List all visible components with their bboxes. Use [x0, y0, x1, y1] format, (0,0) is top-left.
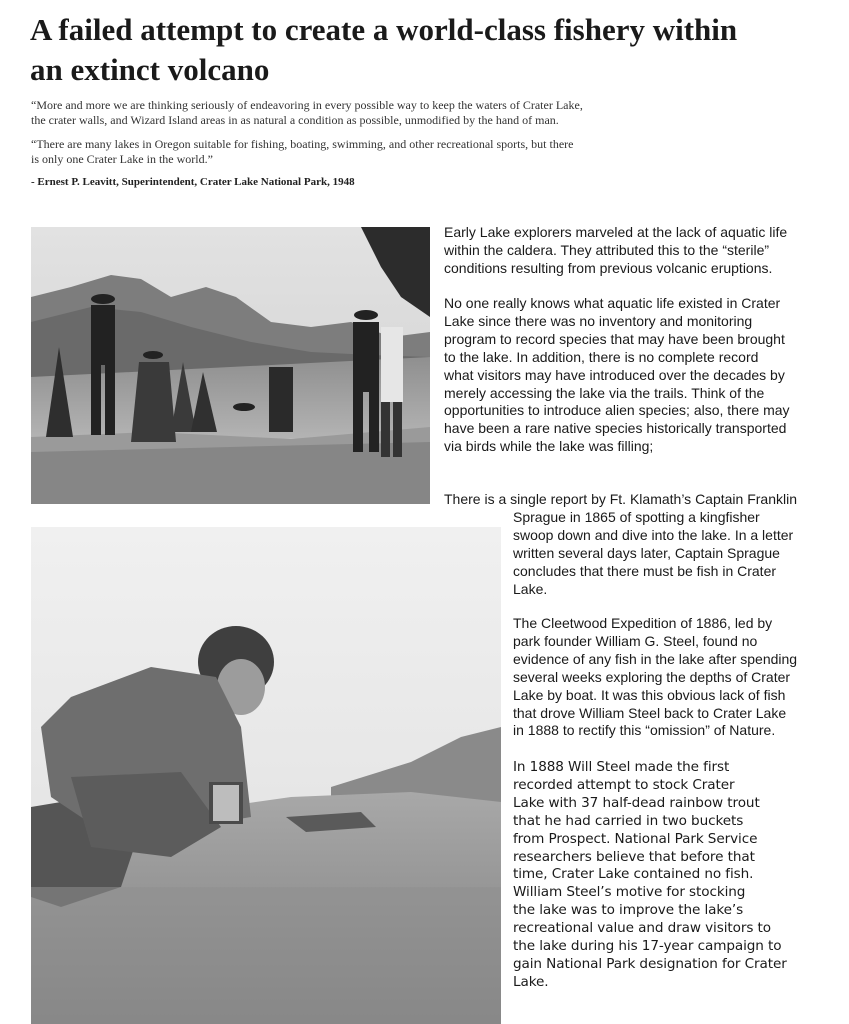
- paragraph-captain-sprague: [444, 491, 797, 598]
- text-line: Lake since there was no inventory and monitoring: [444, 312, 753, 329]
- text-line: several weeks exploring the depths of Crater: [513, 668, 791, 685]
- text-line: Lake.: [513, 580, 548, 597]
- quote-line: the crater walls, and Wizard Island areas in as natural a condition as possible, unmodified by the hand of man.: [31, 112, 559, 127]
- text-line: written several days later, Captain Sprague: [513, 544, 780, 561]
- text-line: merely accessing the lake via the trails. Think of the: [444, 384, 765, 401]
- quote-attribution: - Ernest P. Leavitt, Superintendent, Crater Lake National Park, 1948: [31, 176, 355, 188]
- text-line: recreational value and draw visitors to: [513, 920, 771, 937]
- text-line: Early Lake explorers marveled at the lack of aquatic life: [444, 224, 788, 240]
- text-line: the lake was to improve the lake’s: [513, 902, 744, 919]
- quote-line: “More and more we are thinking seriously of endeavoring in every possible way to keep the waters of Crater Lake,: [31, 98, 583, 112]
- paragraph-early-explorers: [444, 224, 787, 278]
- text-line: time, Crater Lake contained no fish.: [513, 866, 754, 883]
- text-line: Sprague in 1865 of spotting a kingfisher: [513, 508, 760, 525]
- text-line: park founder William G. Steel, found no: [513, 632, 758, 649]
- text-line: that he had carried in two buckets: [513, 812, 744, 829]
- explorers-photo: [31, 227, 430, 504]
- text-line: No one really knows what aquatic life existed in Crater: [444, 295, 781, 311]
- text-line: Lake.: [513, 973, 549, 990]
- text-line: via birds while the lake was filling;: [444, 438, 654, 455]
- paragraph-1888-stocking: [513, 759, 787, 992]
- text-line: in 1888 to rectify this “omission” of Nature.: [513, 722, 776, 739]
- text-line: In 1888 Will Steel made the first: [513, 759, 730, 775]
- paragraph-aquatic-life: [444, 295, 790, 456]
- text-line: opportunities to introduce alien species; also, there may: [444, 402, 790, 419]
- text-line: swoop down and dive into the lake. In a letter: [513, 526, 794, 543]
- text-line: researchers believe that before that: [513, 848, 755, 865]
- text-line: from Prospect. National Park Service: [513, 830, 758, 847]
- text-line: program to record species that may have been brought: [444, 330, 785, 347]
- text-line: have been a rare native species historically transported: [444, 420, 787, 437]
- quote-line: “There are many lakes in Oregon suitable for fishing, boating, swimming, and other recreational sports, but there: [31, 137, 574, 151]
- text-line: the lake during his 17-year campaign to: [513, 938, 782, 955]
- quote-line: is only one Crater Lake in the world.”: [31, 151, 213, 166]
- text-line: conditions resulting from previous volcanic eruptions.: [444, 259, 773, 276]
- text-line: that drove William Steel back to Crater Lake: [513, 704, 787, 721]
- text-line: William Steel’s motive for stocking: [513, 884, 746, 901]
- text-line: concludes that there must be fish in Crater: [513, 562, 777, 579]
- text-line: gain National Park designation for Crater: [513, 955, 787, 972]
- text-line: to the lake. In addition, there is no complete record: [444, 348, 759, 365]
- text-line: Lake by boat. It was this obvious lack of fish: [513, 686, 786, 703]
- title-line: A failed attempt to create a world-class fishery within: [30, 12, 738, 47]
- text-line: The Cleetwood Expedition of 1886, led by: [513, 615, 773, 631]
- text-line: evidence of any fish in the lake after spending: [513, 650, 798, 667]
- text-line: what visitors may have introduced over the decades by: [444, 366, 785, 383]
- text-line: within the caldera. They attributed this to the “sterile”: [444, 241, 770, 258]
- paragraph-cleetwood-expedition: [513, 615, 797, 740]
- quote-conservation: [31, 98, 731, 127]
- article-title: [30, 10, 830, 90]
- text-line: There is a single report by Ft. Klamath’s Captain Franklin: [444, 491, 798, 507]
- quote-only-one-crater-lake: [31, 137, 731, 166]
- text-line: Lake with 37 half-dead rainbow trout: [513, 794, 760, 811]
- text-line: recorded attempt to stock Crater: [513, 776, 735, 793]
- title-line: an extinct volcano: [30, 52, 270, 87]
- steel-stocking-photo: [31, 527, 501, 1024]
